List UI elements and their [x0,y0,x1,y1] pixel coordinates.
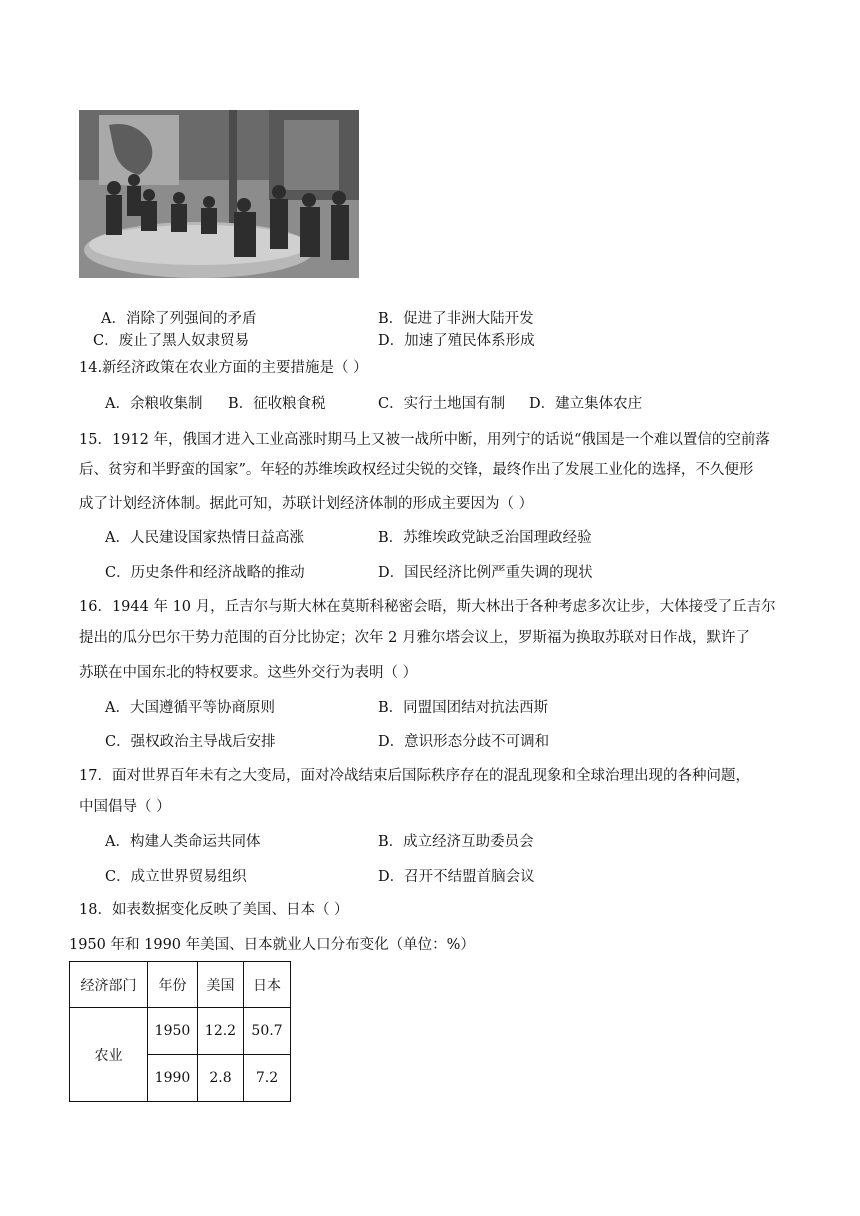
q16-option-d: D．意识形态分歧不可调和 [378,734,550,750]
q13-option-b: B．促进了非洲大陆开发 [378,311,534,327]
table-header-jp: 日本 [244,962,291,1008]
q17-line-2: 中国倡导（ ） [79,799,171,815]
q18-table-caption: 1950 年和 1990 年美国、日本就业人口分布变化（单位：%） [69,937,475,953]
q17-option-b: B．成立经济互助委员会 [378,834,534,850]
q16-option-c: C．强权政治主导战后安排 [105,734,276,750]
table-header-sector: 经济部门 [70,962,148,1008]
table-cell-year: 1950 [148,1008,198,1055]
q16-line-1: 16．1944 年 10 月，丘吉尔与斯大林在莫斯科秘密会晤，斯大林出于各种考虑多次让步，大体接受了丘吉尔 [79,599,776,615]
conference-engraving-drawing [79,110,359,278]
q15-option-b: B．苏维埃政党缺乏治国理政经验 [378,530,592,546]
q15-line-2: 后、贫穷和半野蛮的国家”。年轻的苏维埃政权经过尖锐的交锋，最终作出了发展工业化的选择，不久便形 [79,462,754,478]
q15-option-a: A．人民建设国家热情日益高涨 [105,530,304,546]
q18-stem: 18．如表数据变化反映了美国、日本（ ） [79,902,349,918]
q14-option-a: A．余粮收集制 [105,396,203,412]
table-cell-us: 12.2 [198,1008,244,1055]
table-cell-sector: 农业 [70,1008,148,1102]
q15-line-3: 成了计划经济体制。据此可知，苏联计划经济体制的形成主要因为（ ） [79,496,534,512]
q16-line-3: 苏联在中国东北的特权要求。这些外交行为表明（ ） [79,665,418,681]
table-cell-us: 2.8 [198,1055,244,1102]
table-row [70,1008,291,1055]
q16-line-2: 提出的瓜分巴尔干势力范围的百分比协定；次年 2 月雅尔塔会议上，罗斯福为换取苏联对日作战，默许了 [79,630,750,646]
q17-option-a: A．构建人类命运共同体 [105,834,261,850]
q17-option-c: C．成立世界贸易组织 [105,869,247,885]
employment-table [69,961,291,1102]
q14-stem: 14.新经济政策在农业方面的主要措施是（ ） [79,360,368,376]
q13-option-d: D．加速了殖民体系形成 [378,333,535,349]
q17-option-d: D．召开不结盟首脑会议 [378,869,535,885]
q16-option-b: B．同盟国团结对抗法西斯 [378,700,549,716]
q15-option-d: D．国民经济比例严重失调的现状 [378,565,593,581]
table-header-us: 美国 [198,962,244,1008]
table-cell-jp: 50.7 [244,1008,291,1055]
q14-option-c: C．实行土地国有制 [378,396,506,412]
table-header-row [70,962,291,1008]
conference-engraving-image [79,110,359,278]
table-cell-jp: 7.2 [244,1055,291,1102]
q14-option-b: B．征收粮食税 [228,396,326,412]
table-cell-year: 1990 [148,1055,198,1102]
q14-option-d: D．建立集体农庄 [529,396,643,412]
q15-line-1: 15．1912 年，俄国才进入工业高涨时期马上又被一战所中断，用列宁的话说“俄国是一个难以置信的空前落 [79,432,770,448]
q13-option-a: A．消除了列强间的矛盾 [101,311,257,327]
q17-line-1: 17．面对世界百年未有之大变局，面对冷战结束后国际秩序存在的混乱现象和全球治理出现的各种问题， [79,768,750,784]
q13-option-c: C．废止了黑人奴隶贸易 [93,333,250,349]
q16-option-a: A．大国遵循平等协商原则 [105,700,275,716]
table-header-year: 年份 [148,962,198,1008]
q15-option-c: C．历史条件和经济战略的推动 [105,565,305,581]
